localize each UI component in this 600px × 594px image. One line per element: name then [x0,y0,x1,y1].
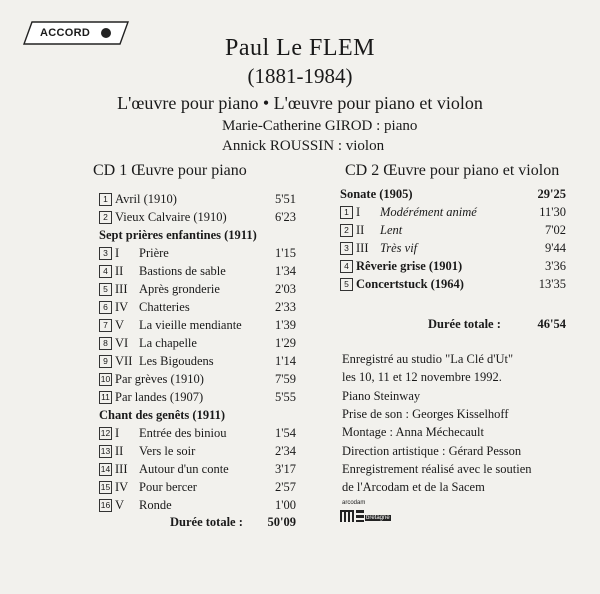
track-row [340,276,464,292]
track-number: 10 [100,373,111,384]
track-number: 3 [340,242,353,255]
track-row [99,209,227,225]
track-number: 9 [99,355,112,368]
track-row [99,443,195,459]
track-title: Par landes (1907) [115,390,204,404]
track-number: 2 [99,211,112,224]
track-title: Concertstuck (1964) [356,277,464,291]
track-duration: 13'35 [538,277,566,291]
arcodam-logo-line1: arcodam [342,500,366,506]
track-duration: 3'36 [544,259,566,273]
track-row [99,389,203,405]
track-row [99,371,204,387]
track-title: Vieux Calvaire (1910) [115,210,227,224]
track-number: 8 [99,337,112,350]
track-number: 5 [340,278,353,291]
credit-line: Montage : Anna Méchecault [342,425,484,440]
track-number: 2 [340,224,353,237]
track-row [99,353,214,369]
arcodam-logo [340,500,400,524]
track-number: 6 [99,301,112,314]
track-title: Lent [380,223,403,237]
track-row [99,317,242,333]
movement-number: V [115,498,125,512]
track-duration: 1'34 [274,264,296,278]
movement-number: V [115,318,125,332]
track-title: Modérément animé [380,205,477,219]
track-title: Par grèves (1910) [115,372,204,386]
credit-line: Direction artistique : Gérard Pesson [342,443,522,458]
track-row [340,204,477,220]
track-number: 13 [100,445,111,456]
track-title: La chapelle [139,336,197,350]
track-row [99,479,197,495]
performer-piano: Marie-Catherine GIROD : piano [222,118,418,134]
track-number: 1 [99,193,112,206]
track-row [99,281,220,297]
track-duration: 3'17 [274,462,296,476]
credit-line: Enregistré au studio "La Clé d'Ut" [342,352,514,366]
track-row [99,497,172,513]
movement-number: IV [115,300,129,314]
track-duration: 2'34 [274,444,296,458]
track-duration: 1'00 [274,498,296,512]
movement-number: VII [115,354,133,368]
track-title: La vieille mendiante [139,318,242,332]
track-duration: 7'59 [274,372,296,386]
track-row [99,425,226,441]
track-duration: 11'30 [539,205,566,219]
track-number: 4 [99,265,112,278]
cd1-title: CD 1 Œuvre pour piano [93,162,247,179]
track-duration: 5'55 [274,390,296,404]
track-row [340,240,417,256]
track-number: 16 [100,499,111,510]
section-heading [340,186,413,202]
track-row [99,245,169,261]
track-row [99,299,190,315]
track-duration: 6'23 [274,210,296,224]
credit-line: Prise de son : Georges Kisselhoff [342,406,509,421]
composer-name: Paul Le FLEM [225,35,375,61]
track-number: 5 [99,283,112,296]
track-title: Bastions de sable [139,264,226,278]
track-number: 14 [100,463,111,474]
movement-number: II [115,444,124,458]
track-number: 7 [99,319,112,332]
track-duration: 1'15 [274,246,296,260]
track-title: Avril (1910) [115,192,177,206]
track-title: Autour d'un conte [139,462,229,476]
movement-number: I [356,205,361,219]
movement-number: II [356,223,365,237]
track-number: 4 [340,260,353,273]
credit-line: de l'Arcodam et de la Sacem [342,480,485,495]
track-duration: 2'03 [274,282,296,296]
section-heading [99,407,225,423]
accord-logo-text: ACCORD [40,27,91,39]
movement-number: III [356,241,369,255]
cd2-title: CD 2 Œuvre pour piano et violon [345,162,560,179]
cd2-total-label: Durée totale : [428,317,501,331]
cd1-total: 50'09 [267,515,296,529]
track-duration: 2'33 [274,300,296,314]
track-number: 3 [99,247,112,260]
track-duration: 7'02 [544,223,566,237]
track-duration: 1'14 [274,354,296,368]
track-row [99,191,177,207]
track-duration: 5'51 [274,192,296,206]
track-row [99,335,197,351]
credit-line: les 10, 11 et 12 novembre 1992. [342,370,502,385]
track-title: Pour bercer [139,480,197,494]
album-subtitle: L'œuvre pour piano • L'œuvre pour piano et violon [117,93,483,113]
track-row [340,222,402,238]
movement-number: I [115,246,120,260]
track-row [340,258,462,274]
section-heading-text: Chant des genêts (1911) [99,408,226,422]
track-row [99,263,226,279]
track-title: Chatteries [139,300,190,314]
track-title: Très vif [380,241,418,255]
track-duration: 1'54 [274,426,296,440]
track-duration: 1'39 [274,318,296,332]
track-duration: 9'44 [544,241,566,255]
movement-number: IV [115,480,129,494]
credit-line: Enregistrement réalisé avec le soutien [342,461,532,476]
movement-number: VI [115,336,129,350]
credit-line: Piano Steinway [342,388,421,403]
track-duration: 2'57 [274,480,296,494]
track-title: Vers le soir [139,444,196,458]
track-row [99,461,229,477]
performer-violin: Annick ROUSSIN : violon [222,138,385,154]
track-number: 15 [100,481,111,492]
movement-number: II [115,264,124,278]
track-duration: 29'25 [537,187,566,201]
movement-number: III [115,462,128,476]
track-title: Ronde [139,498,172,512]
track-duration: 1'29 [274,336,296,350]
composer-dates: (1881-1984) [247,64,353,88]
track-title: Prière [139,246,169,260]
cd2-total: 46'54 [537,317,566,331]
movement-number: I [115,426,120,440]
section-heading [99,227,257,243]
track-number: 11 [99,391,112,404]
arcodam-logo-line2: bretagne [366,515,390,521]
track-title: Après gronderie [139,282,220,296]
cd1-total-label: Durée totale : [170,515,243,529]
section-heading-text: Sonate (1905) [340,187,413,201]
track-title: Les Bigoudens [139,354,214,368]
track-number: 1 [340,206,353,219]
track-title: Rêverie grise (1901) [356,259,463,273]
track-title: Entrée des biniou [139,426,227,440]
header [0,34,600,114]
movement-number: III [115,282,128,296]
section-heading-text: Sept prières enfantines (1911) [99,228,257,242]
track-number: 12 [100,427,111,438]
